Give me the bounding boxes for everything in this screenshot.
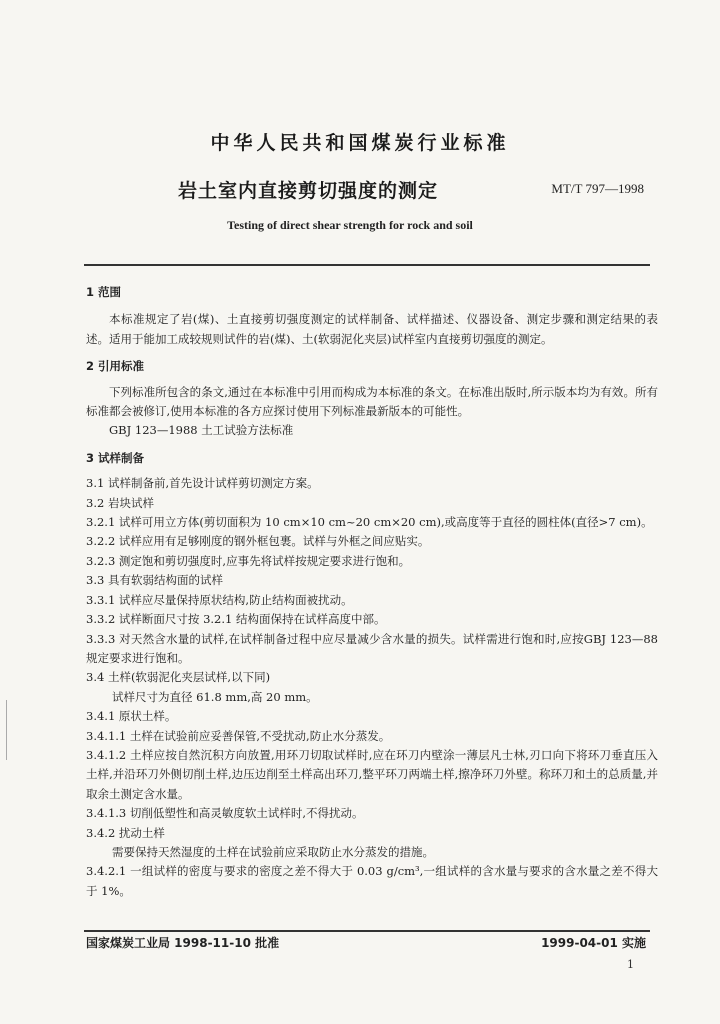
clause-3-3-1: 3.3.1 试样应尽量保持原状结构,防止结构面被扰动。 (86, 592, 353, 607)
document-title: 岩土室内直接剪切强度的测定 (178, 180, 439, 202)
clause-3-3-2: 3.3.2 试样断面尺寸按 3.2.1 结构面保持在试样高度中部。 (86, 612, 386, 627)
clause-3-2-3: 3.2.3 测定饱和剪切强度时,应事先将试样按规定要求进行饱和。 (86, 553, 411, 568)
section-heading-references: 2 引用标准 (86, 359, 145, 374)
header-divider (84, 264, 650, 266)
section-heading-sample-prep: 3 试样制备 (86, 450, 145, 465)
clause-3-4-1-2: 3.4.1.2 土样应按自然沉积方向放置,用环刀切取试样时,应在环刀内壁涂一薄层凡士林,刃口向下将环刀垂直压入土样,并沿环刀外侧切削土样,边压边削至土样高出环刀,整平环刀两端土样,擦净环刀外壁。称环刀和土的总质量,并取余土测定含水量。 (86, 747, 658, 801)
clause-3-4-2-1: 3.4.2.1 一组试样的密度与要求的密度之差不得大于 0.03 g/cm³,一组试样的含水量与要求的含水量之差不得大于 1%。 (86, 864, 658, 898)
page-number: 1 (627, 958, 634, 971)
clause-3-3: 3.3 具有软弱结构面的试样 (86, 573, 223, 588)
clause-3-4: 3.4 土样(软弱泥化夹层试样,以下同) (86, 670, 271, 685)
approval-date: 国家煤炭工业局 1998-11-10 批准 (86, 936, 280, 950)
implementation-date: 1999-04-01 实施 (541, 936, 646, 950)
clause-3-4-2: 3.4.2 扰动土样 (86, 825, 165, 840)
section-heading-scope: 1 范围 (86, 285, 122, 299)
english-title: Testing of direct shear strength for rock and soil (227, 218, 473, 232)
reference-item: GBJ 123—1988 土工试验方法标准 (109, 423, 294, 438)
clause-3-2-2: 3.2.2 试样应用有足够刚度的钢外框包裹。试样与外框之间应贴实。 (86, 534, 430, 549)
clause-3-3-3: 3.3.3 对天然含水量的试样,在试样制备过程中应尽量减少含水量的损失。试样需进行饱和时,应按GBJ 123—88 规定要求进行饱和。 (86, 631, 658, 665)
clause-3-4-1: 3.4.1 原状土样。 (86, 709, 177, 724)
clause-3-2-1: 3.2.1 试样可用立方体(剪切面积为 10 cm×10 cm~20 cm×20 cm),或高度等于直径的圆柱体(直径>7 cm)。 (86, 515, 653, 530)
document-body (86, 283, 658, 901)
clause-3-4-2-note: 需要保持天然湿度的土样在试验前应采取防止水分蒸发的措施。 (112, 844, 434, 859)
clause-3-4-1-3: 3.4.1.3 切削低塑性和高灵敏度软土试样时,不得扰动。 (86, 806, 364, 821)
standard-code: MT/T 797—1998 (551, 181, 644, 196)
references-paragraph: 下列标准所包含的条文,通过在本标准中引用而构成为本标准的条文。在标准出版时,所示版本均为有效。所有标准都会被修订,使用本标准的各方应探讨使用下列标准最新版本的可能性。 (86, 384, 658, 419)
scope-paragraph: 本标准规定了岩(煤)、土直接剪切强度测定的试样制备、试样描述、仪器设备、测定步骤和测定结果的表述。适用于能加工成较规则试件的岩(煤)、土(软弱泥化夹层)试样室内直接剪切强度的测定。 (86, 312, 658, 346)
standard-org-title: 中华人民共和国煤炭行业标准 (210, 132, 510, 154)
scan-margin-mark (6, 700, 7, 760)
footer-divider (84, 930, 650, 932)
clause-3-2: 3.2 岩块试样 (86, 495, 154, 510)
clause-3-4-size: 试样尺寸为直径 61.8 mm,高 20 mm。 (112, 689, 318, 704)
clause-3-1: 3.1 试样制备前,首先设计试样剪切测定方案。 (86, 476, 319, 491)
clause-3-4-1-1: 3.4.1.1 土样在试验前应妥善保管,不受扰动,防止水分蒸发。 (86, 728, 391, 743)
